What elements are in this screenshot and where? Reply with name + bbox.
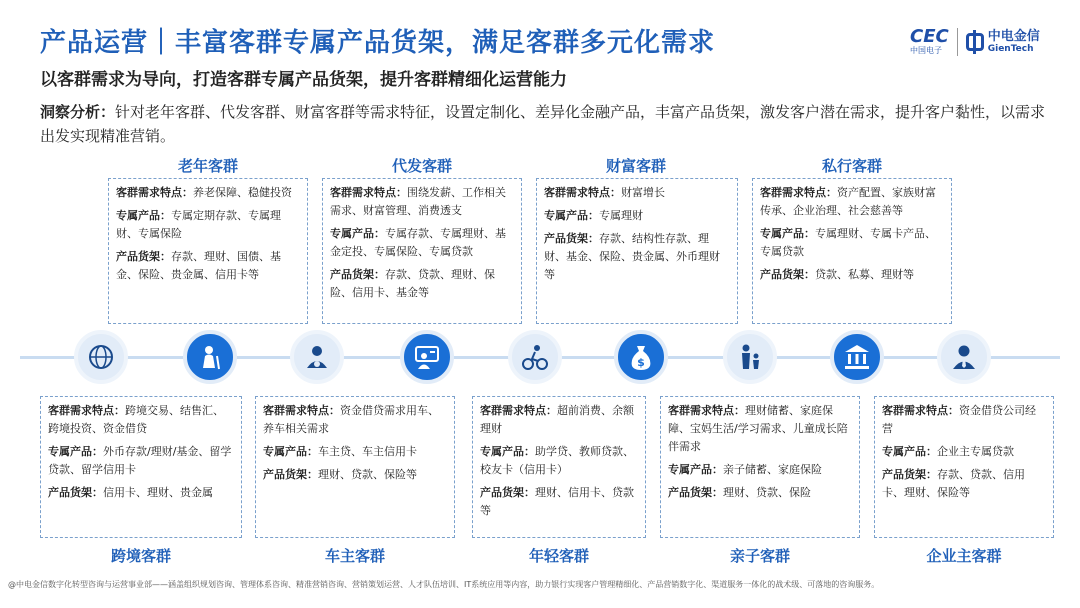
salary-worker-icon [400, 330, 454, 384]
segment-title: 车主客群 [324, 547, 385, 565]
parent-child-icon [723, 330, 777, 384]
need-label: 客群需求特点： [882, 404, 959, 417]
shelf-label: 产品货架： [668, 486, 723, 499]
product-label: 专属产品： [480, 445, 535, 458]
need-text: 超前消费、余额理财 [480, 404, 634, 435]
product-text: 专属理财、专属卡产品、专属贷款 [760, 227, 936, 258]
product-label: 专属产品： [544, 209, 599, 222]
need-label: 客群需求特点： [330, 186, 407, 199]
need-text: 资产配置、家族财富传承、企业治理、社会慈善等 [760, 186, 936, 217]
brand-logo [910, 24, 1060, 60]
need-label: 客群需求特点： [668, 404, 745, 417]
product-label: 专属产品： [668, 463, 723, 476]
product-text: 外币存款/理财/基金、留学贷款、留学信用卡 [48, 445, 232, 476]
segment-card [874, 396, 1054, 538]
segment-card [752, 178, 952, 324]
driver-icon [290, 330, 344, 384]
segment-title: 亲子客群 [729, 547, 790, 565]
insight-text: 针对老年客群、代发客群、财富客群等需求特征，设置定制化、差异化金融产品，丰富产品货架，激发客户潜在需求，提升客户黏性，以需求出发实现精准营销。 [40, 103, 1046, 145]
segment-title: 财富客群 [605, 157, 666, 175]
need-label: 客群需求特点： [760, 186, 837, 199]
shelf-text: 存款、理财、国债、基金、保险、贵金属、信用卡等 [116, 250, 281, 281]
product-label: 专属产品： [116, 209, 171, 222]
product-text: 车主贷、车主信用卡 [318, 445, 417, 458]
shelf-label: 产品货架： [263, 468, 318, 481]
segment-card [472, 396, 646, 538]
product-text: 亲子储蓄、家庭保险 [723, 463, 822, 476]
cec-logo-sub: 中国电子 [910, 45, 942, 55]
shelf-text: 理财、贷款、保险等 [318, 468, 417, 481]
segment-title: 年轻客群 [528, 547, 589, 565]
gientech-name: 中电金信 [987, 29, 1040, 44]
svg-text:$: $ [637, 356, 645, 369]
product-label: 专属产品： [48, 445, 103, 458]
need-label: 客群需求特点： [48, 404, 125, 417]
product-text: 企业主专属贷款 [937, 445, 1014, 458]
logo-divider [957, 28, 958, 56]
need-label: 客群需求特点： [116, 186, 193, 199]
shelf-label: 产品货架： [48, 486, 103, 499]
need-text: 理财储蓄、家庭保障、宝妈生活/学习需求、儿童成长陪伴需求 [668, 404, 848, 453]
insight-label: 洞察分析： [40, 103, 116, 121]
need-label: 客群需求特点： [480, 404, 557, 417]
young-cyclist-icon [508, 330, 562, 384]
product-label: 专属产品： [760, 227, 815, 240]
product-text: 专属存款、专属理财、基金定投、专属保险、专属贷款 [330, 227, 506, 258]
gientech-sub: GienTech [987, 44, 1034, 54]
shelf-text: 存款、结构性存款、理财、基金、保险、贵金属、外币理财等 [544, 232, 720, 281]
segment-title: 企业主客群 [926, 547, 1002, 565]
shelf-text: 信用卡、理财、贵金属 [103, 486, 213, 499]
need-label: 客群需求特点： [263, 404, 340, 417]
shelf-text: 理财、贷款、保险 [723, 486, 811, 499]
private-bank-icon [830, 330, 884, 384]
need-text: 跨境交易、结售汇、跨境投资、资金借贷 [48, 404, 224, 435]
need-text: 资金借贷需求用车、养车相关需求 [263, 404, 439, 435]
need-text: 资金借贷公司经营 [882, 404, 1036, 435]
shelf-text: 存款、贷款、信用卡、理财、保险等 [882, 468, 1025, 499]
product-label: 专属产品： [263, 445, 318, 458]
segment-card [108, 178, 308, 324]
segment-title: 跨境客群 [110, 547, 171, 565]
shelf-label: 产品货架： [330, 268, 385, 281]
need-text: 财富增长 [621, 186, 665, 199]
product-text: 专属定期存款、专属理财、专属保险 [116, 209, 281, 240]
footer-note: @中电金信数字化转型咨询与运营事业部——涵盖组织规划咨询、管理体系咨询、精准营销咨询、营销策划运营、人才队伍培训、IT系统应用等内容，助力银行实现客户管理精细化、产品营销数字化、渠道服务一体化的战术级、可落地的咨询服务。 [8, 580, 880, 589]
product-text: 专属理财 [599, 209, 643, 222]
shelf-label: 产品货架： [544, 232, 599, 245]
shelf-text: 贷款、私募、理财等 [815, 268, 914, 281]
shelf-label: 产品货架： [760, 268, 815, 281]
need-text: 养老保障、稳健投资 [193, 186, 292, 199]
segment-card [660, 396, 860, 538]
need-label: 客群需求特点： [544, 186, 621, 199]
product-label: 专属产品： [330, 227, 385, 240]
business-owner-icon [937, 330, 991, 384]
need-text: 围绕发薪、工作相关需求、财富管理、消费透支 [330, 186, 506, 217]
segment-card [40, 396, 242, 538]
elderly-icon [183, 330, 237, 384]
segment-title: 代发客群 [391, 157, 452, 175]
shelf-label: 产品货架： [480, 486, 535, 499]
shelf-text: 存款、贷款、理财、保险、信用卡、基金等 [330, 268, 495, 299]
segment-card [255, 396, 455, 538]
segment-title: 老年客群 [177, 157, 238, 175]
segment-card [322, 178, 522, 324]
insight-paragraph [40, 100, 1060, 148]
globe-icon [74, 330, 128, 384]
cec-logo-text: CEC [910, 25, 949, 47]
product-label: 专属产品： [882, 445, 937, 458]
money-bag-icon [614, 330, 668, 384]
shelf-text: 理财、信用卡、贷款等 [480, 486, 634, 517]
segment-card [536, 178, 738, 324]
shelf-label: 产品货架： [882, 468, 937, 481]
product-text: 助学贷、教师贷款、校友卡（信用卡） [480, 445, 634, 476]
gientech-mark-icon [966, 33, 984, 51]
segment-title: 私行客群 [821, 157, 882, 175]
shelf-label: 产品货架： [116, 250, 171, 263]
page-title: 产品运营｜丰富客群专属产品货架，满足客群多元化需求 [40, 28, 716, 58]
subtitle: 以客群需求为导向，打造客群专属产品货架，提升客群精细化运营能力 [40, 70, 567, 90]
